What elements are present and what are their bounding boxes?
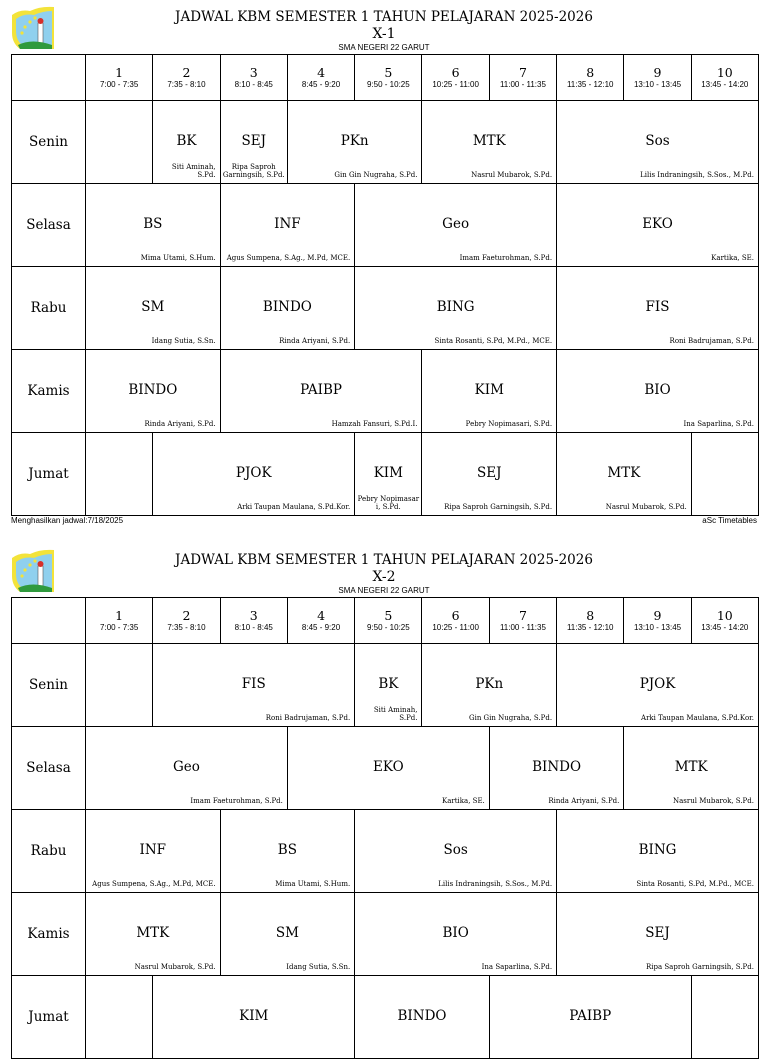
period-time: 11:00 - 11:35 [499,80,546,89]
day-row [12,893,759,976]
period-header [355,55,422,101]
period-number: 6 [451,608,460,623]
empty-cell [86,644,153,727]
day-label: Kamis [12,893,86,976]
period-header [220,55,287,101]
class-name: X-1 [372,26,396,42]
subject-code: Geo [172,759,200,775]
teacher-name: Mima Utami, S.Hum. [140,254,216,262]
lesson-cell [86,350,221,433]
footer-brand: aSc Timetables [702,516,757,525]
subject-code: SEJ [241,133,266,149]
day-row [12,184,759,267]
subject-code: PKn [475,676,504,692]
period-number: 8 [586,65,595,80]
teacher-name: Ripa Saproh Garningsih, S.Pd. [222,163,285,179]
lesson-cell [422,644,557,727]
subject-code: SEJ [645,925,670,941]
subject-code: FIS [241,676,266,692]
teacher-name: Gin Gin Nugraha, S.Pd. [334,171,418,179]
period-time: 11:35 - 12:10 [566,80,614,89]
timetable-grid [11,597,759,1059]
subject-code: Sos [645,133,670,149]
subject-code: SEJ [477,465,502,481]
subject-code: BINDO [262,299,312,315]
subject-code: BINDO [128,382,178,398]
period-time: 11:35 - 12:10 [566,623,614,632]
lesson-cell [153,101,220,184]
period-header [220,598,287,644]
subject-code: BS [277,842,297,858]
period-header [624,598,691,644]
lesson-cell [355,976,490,1059]
period-header [489,598,556,644]
corner-cell [12,55,86,101]
period-number: 6 [451,65,460,80]
subject-code: KIM [239,1008,269,1024]
day-label: Jumat [12,976,86,1059]
teacher-name: Nasrul Mubarok, S.Pd. [134,963,216,971]
empty-cell [86,976,153,1059]
lesson-cell [422,433,557,516]
period-time: 7:35 - 8:10 [167,623,206,632]
teacher-name: Roni Badrujaman, S.Pd. [669,337,754,345]
subject-code: PAIBP [569,1008,612,1024]
subject-code: MTK [136,925,170,941]
teacher-name: Sinta Rosanti, S.Pd, M.Pd., MCE. [434,337,553,345]
period-time: 13:10 - 13:45 [633,80,682,89]
lesson-cell [355,810,557,893]
teacher-name: Arki Taupan Maulana, S.Pd.Kor. [641,714,754,722]
teacher-name: Arki Taupan Maulana, S.Pd.Kor. [237,503,351,511]
period-number: 10 [716,65,733,80]
teacher-name: Agus Sumpena, S.Ag., M.Pd, MCE. [92,880,216,888]
period-header [691,598,758,644]
period-number: 2 [182,65,191,80]
day-label: Senin [12,101,86,184]
subject-code: EKO [642,216,673,232]
lesson-cell [355,433,422,516]
period-header [489,55,556,101]
lesson-cell [422,350,557,433]
teacher-name: Idang Sutia, S.Sn. [151,337,216,345]
period-number: 4 [317,608,326,623]
teacher-name: Agus Sumpena, S.Ag., M.Pd, MCE. [226,254,351,262]
period-header [153,55,220,101]
subject-code: KIM [373,465,403,481]
lesson-cell [153,433,355,516]
teacher-name: Pebry Nopimasar i, S.Pd. [357,495,420,511]
timetable-grid [11,54,759,516]
subject-code: PKn [340,133,369,149]
subject-code: KIM [474,382,504,398]
period-header [624,55,691,101]
day-row [12,267,759,350]
subject-code: BK [176,133,197,149]
day-row [12,727,759,810]
day-label: Jumat [12,433,86,516]
period-header [86,598,153,644]
period-time: 10:25 - 11:00 [432,623,479,632]
teacher-name: Imam Faeturohman, S.Pd. [459,254,553,262]
day-label: Rabu [12,267,86,350]
teacher-name: Mima Utami, S.Hum. [275,880,351,888]
schedule-title: JADWAL KBM SEMESTER 1 TAHUN PELAJARAN 2025-2026 [175,552,593,568]
period-number: 9 [653,608,662,623]
lesson-cell [86,267,221,350]
teacher-name: Hamzah Fansuri, S.Pd.I. [331,420,418,428]
period-time: 10:25 - 11:00 [432,80,479,89]
day-label: Rabu [12,810,86,893]
teacher-name: Idang Sutia, S.Sn. [286,963,351,971]
period-header [287,598,354,644]
period-number: 9 [653,65,662,80]
period-number: 3 [249,608,258,623]
lesson-cell [220,893,355,976]
schedule-title: JADWAL KBM SEMESTER 1 TAHUN PELAJARAN 2025-2026 [175,9,593,25]
subject-code: MTK [472,133,506,149]
subject-code: SM [275,925,299,941]
subject-code: BIO [644,382,671,398]
teacher-name: Kartika, SE. [441,797,485,805]
period-header [287,55,354,101]
period-number: 8 [586,608,595,623]
period-header-row [12,598,759,644]
lesson-cell [557,810,759,893]
teacher-name: Ina Saparlina, S.Pd. [683,420,754,428]
empty-cell [86,101,153,184]
empty-cell [691,433,758,516]
class-name: X-2 [372,569,396,585]
period-number: 2 [182,608,191,623]
lesson-cell [86,810,221,893]
subject-code: SM [141,299,165,315]
lesson-cell [220,350,422,433]
lesson-cell [422,101,557,184]
teacher-name: Pebry Nopimasari, S.Pd. [465,420,553,428]
lesson-cell [287,727,489,810]
period-number: 1 [115,608,124,623]
subject-code: BIO [442,925,469,941]
period-number: 10 [716,608,733,623]
period-time: 13:45 - 14:20 [701,623,749,632]
lesson-cell [355,184,557,267]
teacher-name: Rinda Ariyani, S.Pd. [279,337,351,345]
footer-generated: Menghasilkan jadwal:7/18/2025 [11,516,124,525]
lesson-cell [557,184,759,267]
teacher-name: Ina Saparlina, S.Pd. [481,963,553,971]
teacher-name: Nasrul Mubarok, S.Pd. [672,797,754,805]
day-row [12,644,759,727]
period-number: 7 [518,65,527,80]
teacher-name: Rinda Ariyani, S.Pd. [144,420,216,428]
period-header [422,598,489,644]
subject-code: MTK [607,465,641,481]
lesson-cell [557,433,692,516]
period-time: 13:10 - 13:45 [633,623,682,632]
lesson-cell [489,976,691,1059]
lesson-cell [153,976,355,1059]
lesson-cell [557,350,759,433]
period-time: 11:00 - 11:35 [499,623,546,632]
subject-code: PAIBP [300,382,342,398]
lesson-cell [557,893,759,976]
period-time: 8:45 - 9:20 [301,80,341,89]
teacher-name: Sinta Rosanti, S.Pd, M.Pd., MCE. [636,880,754,888]
period-time: 7:35 - 8:10 [167,80,206,89]
period-time: 8:10 - 8:45 [234,623,273,632]
day-label: Senin [12,644,86,727]
subject-code: FIS [645,299,670,315]
subject-code: EKO [373,759,404,775]
teacher-name: Rinda Ariyani, S.Pd. [548,797,620,805]
period-header [691,55,758,101]
period-time: 8:10 - 8:45 [234,80,273,89]
period-header [557,598,624,644]
teacher-name: Lilis Indraningsih, S.Sos., M.Pd. [438,880,553,888]
period-number: 3 [249,65,258,80]
lesson-cell [220,184,355,267]
period-number: 1 [115,65,124,80]
day-label: Selasa [12,727,86,810]
lesson-cell [86,184,221,267]
teacher-name: Kartika, SE. [711,254,754,262]
day-label: Selasa [12,184,86,267]
lesson-cell [220,267,355,350]
subject-code: BING [436,299,475,315]
subject-code: BK [378,676,399,692]
period-header-row [12,55,759,101]
day-label: Kamis [12,350,86,433]
period-number: 4 [317,65,326,80]
teacher-name: Ripa Saproh Garningsih, S.Pd. [444,503,553,511]
lesson-cell [220,101,287,184]
subject-code: BINDO [397,1008,447,1024]
lesson-cell [153,644,355,727]
teacher-name: Siti Aminah, S.Pd. [373,706,418,722]
period-header [86,55,153,101]
period-number: 7 [518,608,527,623]
lesson-cell [489,727,624,810]
day-row [12,433,759,516]
day-row [12,810,759,893]
lesson-cell [86,727,288,810]
period-header [557,55,624,101]
period-time: 8:45 - 9:20 [301,623,341,632]
teacher-name: Imam Faeturohman, S.Pd. [190,797,283,805]
lesson-cell [86,893,221,976]
lesson-cell [557,101,759,184]
school-name: SMA NEGERI 22 GARUT [338,586,430,595]
subject-code: BING [638,842,677,858]
subject-code: Sos [443,842,468,858]
day-row [12,350,759,433]
teacher-name: Gin Gin Nugraha, S.Pd. [468,714,553,722]
period-time: 9:50 - 10:25 [366,80,410,89]
period-number: 5 [384,65,393,80]
teacher-name: Roni Badrujaman, S.Pd. [265,714,351,722]
empty-cell [691,976,758,1059]
corner-cell [12,598,86,644]
subject-code: MTK [674,759,708,775]
teacher-name: Nasrul Mubarok, S.Pd. [471,171,553,179]
period-number: 5 [384,608,393,623]
lesson-cell [355,267,557,350]
teacher-name: Nasrul Mubarok, S.Pd. [605,503,687,511]
day-row [12,976,759,1059]
lesson-cell [220,810,355,893]
subject-code: PJOK [639,676,676,692]
lesson-cell [557,644,759,727]
period-time: 7:00 - 7:35 [100,623,139,632]
lesson-cell [557,267,759,350]
subject-code: INF [274,216,301,232]
teacher-name: Ripa Saproh Garningsih, S.Pd. [646,963,754,971]
subject-code: BINDO [532,759,582,775]
empty-cell [86,433,153,516]
subject-code: INF [139,842,167,858]
period-time: 7:00 - 7:35 [100,80,139,89]
lesson-cell [355,644,422,727]
period-time: 9:50 - 10:25 [366,623,410,632]
school-name: SMA NEGERI 22 GARUT [338,43,430,52]
teacher-name: Lilis Indraningsih, S.Sos., M.Pd. [640,171,754,179]
period-time: 13:45 - 14:20 [701,80,749,89]
lesson-cell [355,893,557,976]
period-header [153,598,220,644]
period-header [422,55,489,101]
subject-code: BS [143,216,163,232]
lesson-cell [624,727,759,810]
day-row [12,101,759,184]
subject-code: Geo [442,216,470,232]
subject-code: PJOK [235,465,272,481]
lesson-cell [287,101,422,184]
teacher-name: Siti Aminah, S.Pd. [171,163,216,179]
period-header [355,598,422,644]
